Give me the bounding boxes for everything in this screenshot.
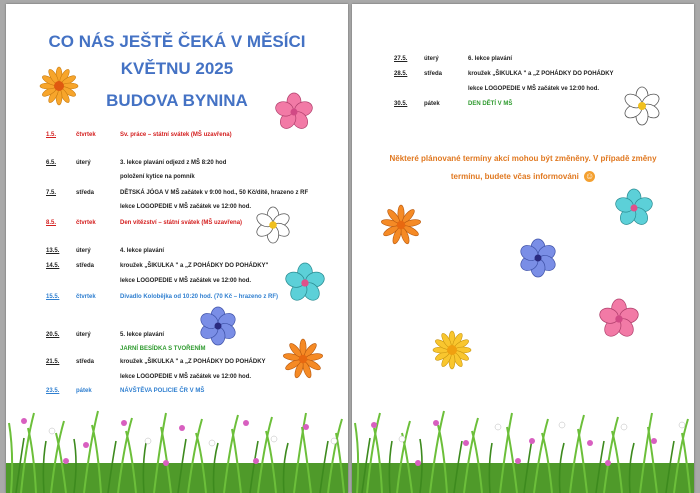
white-flower-icon	[254, 206, 292, 244]
event-day: pátek	[76, 388, 92, 394]
event-day: pátek	[424, 101, 440, 107]
event-day: úterý	[76, 160, 91, 166]
event-day: středa	[424, 71, 443, 77]
event-text: kroužek „ŠIKULKA " a „Z POHÁDKY DO POHÁDKY	[468, 71, 614, 77]
event-day: středa	[76, 359, 95, 365]
event-date: 7.5.	[46, 190, 57, 196]
event-text: položení kytice na pomník	[120, 174, 195, 180]
smiley-icon: ☺	[585, 171, 595, 181]
event-text: Sv. práce – státní svátek (MŠ uzavřena)	[120, 132, 232, 138]
event-text: JARNÍ BESÍDKA S TVOŘENÍM	[120, 346, 206, 352]
event-date: 30.5.	[394, 101, 408, 107]
event-text: Den vítězství – státní svátek (MŠ uzavřena)	[120, 220, 243, 226]
orange-flower-icon	[282, 338, 324, 380]
orange-flower-icon	[39, 66, 79, 106]
event-date: 13.5.	[46, 248, 60, 254]
teal-flower-icon	[614, 188, 654, 228]
event-text: lekce LOGOPEDIE v MŠ začátek ve 12:00 hod.	[120, 204, 252, 210]
orange-flower-icon	[380, 204, 422, 246]
yellow-flower-icon	[432, 330, 472, 370]
change-notice	[378, 150, 668, 186]
event-text: lekce LOGOPEDIE v MŠ začátek ve 12:00 hod.	[120, 278, 252, 284]
blue-flower-icon	[198, 306, 238, 346]
event-day: úterý	[424, 56, 439, 62]
event-day: středa	[76, 263, 95, 269]
event-date: 20.5.	[46, 332, 60, 338]
event-date: 21.5.	[46, 359, 60, 365]
title-line-1: CO NÁS JEŠTĚ ČEKÁ V MĚSÍCI	[48, 32, 306, 51]
notice-line-2	[378, 168, 668, 186]
event-date: 14.5.	[46, 263, 60, 269]
pink-flower-icon	[274, 92, 314, 132]
event-day: čtvrtek	[76, 132, 96, 138]
event-date: 6.5.	[46, 160, 57, 166]
event-date: 27.5.	[394, 56, 408, 62]
event-text: DEN DĚTÍ V MŠ	[468, 101, 513, 107]
event-text: 6. lekce plavání	[468, 56, 513, 62]
event-date: 23.5.	[46, 388, 60, 394]
event-text: 5. lekce plavání	[120, 332, 165, 338]
event-day: úterý	[76, 332, 91, 338]
document-page-1	[6, 4, 348, 493]
event-date: 15.5.	[46, 294, 60, 300]
event-text: lekce LOGOPEDIE v MŠ začátek ve 12:00 hod.	[120, 374, 252, 380]
event-text: 4. lekce plavání	[120, 248, 165, 254]
white-flower-icon	[622, 86, 662, 126]
event-text: kroužek „ŠIKULKA " a „Z POHÁDKY DO POHÁDKY"	[120, 263, 269, 269]
pink-flower-icon	[598, 298, 640, 340]
event-text: NÁVŠTĚVA POLICIE ČR V MŠ	[120, 388, 205, 394]
title-line-3: BUDOVA BYNINA	[106, 91, 248, 110]
event-text: DĚTSKÁ JÓGA V MŠ začátek v 9:00 hod., 50 Kč/dítě, hrazeno z RF	[120, 190, 309, 196]
event-day: čtvrtek	[76, 294, 96, 300]
document-page-2	[352, 4, 694, 493]
event-day: úterý	[76, 248, 91, 254]
event-text: lekce LOGOPEDIE v MŠ začátek ve 12:00 hod.	[468, 86, 600, 92]
grass-decoration	[6, 383, 348, 493]
notice-line-2-text: termínu, budete včas informováni	[450, 172, 579, 181]
event-date: 8.5.	[46, 220, 57, 226]
event-day: čtvrtek	[76, 220, 96, 226]
teal-flower-icon	[284, 262, 326, 304]
title-line-2: KVĚTNU 2025	[120, 59, 234, 78]
grass-decoration	[352, 383, 694, 493]
event-date: 1.5.	[46, 132, 57, 138]
event-date: 28.5.	[394, 71, 408, 77]
event-day: středa	[76, 190, 95, 196]
event-text: kroužek „ŠIKULKA " a „Z POHÁDKY DO POHÁDKY	[120, 359, 266, 365]
event-text: 3. lekce plavání odjezd z MŠ 8:20 hod	[120, 160, 227, 166]
event-text: Divadlo Kolobějka od 10:20 hod. (70 Kč – hrazeno z RF)	[120, 294, 279, 300]
notice-line-1: Některé plánované termíny akcí mohou být změněny. V případě změny	[389, 154, 657, 163]
blue-flower-icon	[518, 238, 558, 278]
